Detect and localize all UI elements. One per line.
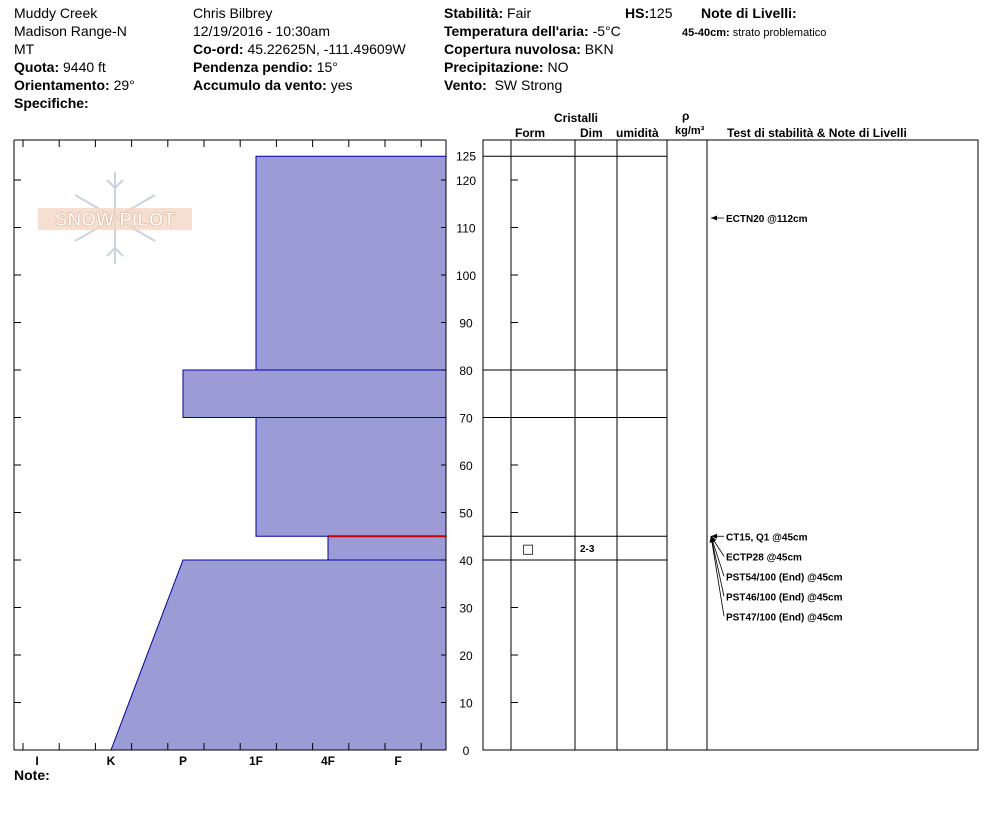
depth-label-90: 90 xyxy=(459,316,473,331)
wind-value: SW Strong xyxy=(494,77,563,93)
depth-label-80: 80 xyxy=(459,364,473,378)
test-label-3: PST54/100 (End) @45cm xyxy=(726,572,843,584)
hardness-label-1F: 1F xyxy=(248,754,264,768)
air-temp-value: -5°C xyxy=(592,23,621,39)
snowpilot-logo xyxy=(38,172,192,264)
hardness-label-4F: 4F xyxy=(320,754,336,768)
air-temp-label: Temperatura dell'aria: xyxy=(444,23,589,39)
stability-label: Stabilità: xyxy=(444,5,504,21)
wind-loading-label: Accumulo da vento: xyxy=(193,77,327,93)
hardness-layers xyxy=(111,156,446,750)
rho-header: ρ xyxy=(682,109,690,123)
slope-label: Pendenza pendio: xyxy=(193,59,313,75)
test-arrow-0 xyxy=(711,216,717,221)
wind-label: Vento: xyxy=(444,77,487,93)
layer-4 xyxy=(111,560,446,750)
layer-2 xyxy=(256,418,446,537)
depth-label-125: 125 xyxy=(455,149,477,164)
specifics-label: Specifiche: xyxy=(14,95,89,111)
notes-label: Note: xyxy=(14,767,50,783)
hs-value: 125 xyxy=(649,5,673,21)
coords-label: Co-ord: xyxy=(193,41,244,57)
coords-value: 45.22625N, -111.49609W xyxy=(247,41,406,57)
cloud-label: Copertura nuvolosa: xyxy=(444,41,581,57)
wind-loading-value: yes xyxy=(330,77,353,93)
layer-3 xyxy=(328,536,446,560)
aspect-label: Orientamento: xyxy=(14,77,110,93)
depth-label-30: 30 xyxy=(459,601,473,616)
layer-note-text: strato problematico xyxy=(732,27,827,39)
depth-label-20: 20 xyxy=(459,649,473,663)
cloud-value: BKN xyxy=(584,41,614,57)
depth-label-100: 100 xyxy=(455,269,477,283)
depth-label-10: 10 xyxy=(459,696,473,711)
datetime: 12/19/2016 - 10:30am xyxy=(193,23,330,39)
test-label-5: PST47/100 (End) @45cm xyxy=(726,612,843,624)
layer-1 xyxy=(183,370,446,418)
table-frame xyxy=(483,140,978,750)
precip-value: NO xyxy=(547,59,569,75)
depth-label-70: 70 xyxy=(459,411,473,426)
test-label-0: ECTN20 @112cm xyxy=(726,214,808,225)
form-header: Form xyxy=(515,126,545,140)
slope-value: 15° xyxy=(316,59,338,75)
test-label-4: PST46/100 (End) @45cm xyxy=(726,592,843,604)
tests-header: Test di stabilità & Note di Livelli xyxy=(727,126,907,140)
elevation-label: Quota: xyxy=(14,59,60,75)
layer-note-depth: 45-40cm: xyxy=(682,27,730,39)
depth-label-0: 0 xyxy=(462,744,470,758)
state: MT xyxy=(14,41,35,57)
crystals-header: Cristalli xyxy=(554,111,599,125)
density-unit: kg/m³ xyxy=(675,125,705,137)
mountain-range: Madison Range-N xyxy=(14,23,127,39)
logo-text: SNOW PILOT xyxy=(54,210,176,231)
stability-value: Fair xyxy=(507,5,532,21)
depth-label-120: 120 xyxy=(455,174,477,188)
depth-label-110: 110 xyxy=(456,221,476,236)
moisture-header: umidità xyxy=(616,126,659,140)
elevation-value: 9440 ft xyxy=(63,59,106,75)
hardness-label-I: I xyxy=(35,754,39,768)
depth-label-50: 50 xyxy=(459,506,473,521)
layer-notes-title: Note di Livelli: xyxy=(701,5,797,21)
test-leader-5 xyxy=(711,536,724,616)
hs-label: HS: xyxy=(625,5,650,21)
depth-label-60: 60 xyxy=(459,459,473,473)
location: Muddy Creek xyxy=(14,5,98,21)
hardness-label-K: K xyxy=(106,754,116,768)
test-leader-3 xyxy=(711,536,724,576)
dim-header: Dim xyxy=(580,126,603,140)
precip-label: Precipitazione: xyxy=(444,59,544,75)
test-label-1: CT15, Q1 @45cm xyxy=(726,532,808,544)
observer: Chris Bilbrey xyxy=(193,5,273,21)
layer-0 xyxy=(256,156,446,370)
grain-form: □ xyxy=(521,542,535,558)
grain-size: 2-3 xyxy=(580,544,595,556)
hardness-label-P: P xyxy=(178,754,188,768)
test-label-2: ECTP28 @45cm xyxy=(726,552,802,564)
hardness-label-F: F xyxy=(394,754,402,768)
test-leader-4 xyxy=(711,536,724,596)
depth-label-40: 40 xyxy=(459,554,473,568)
aspect-value: 29° xyxy=(113,77,135,93)
